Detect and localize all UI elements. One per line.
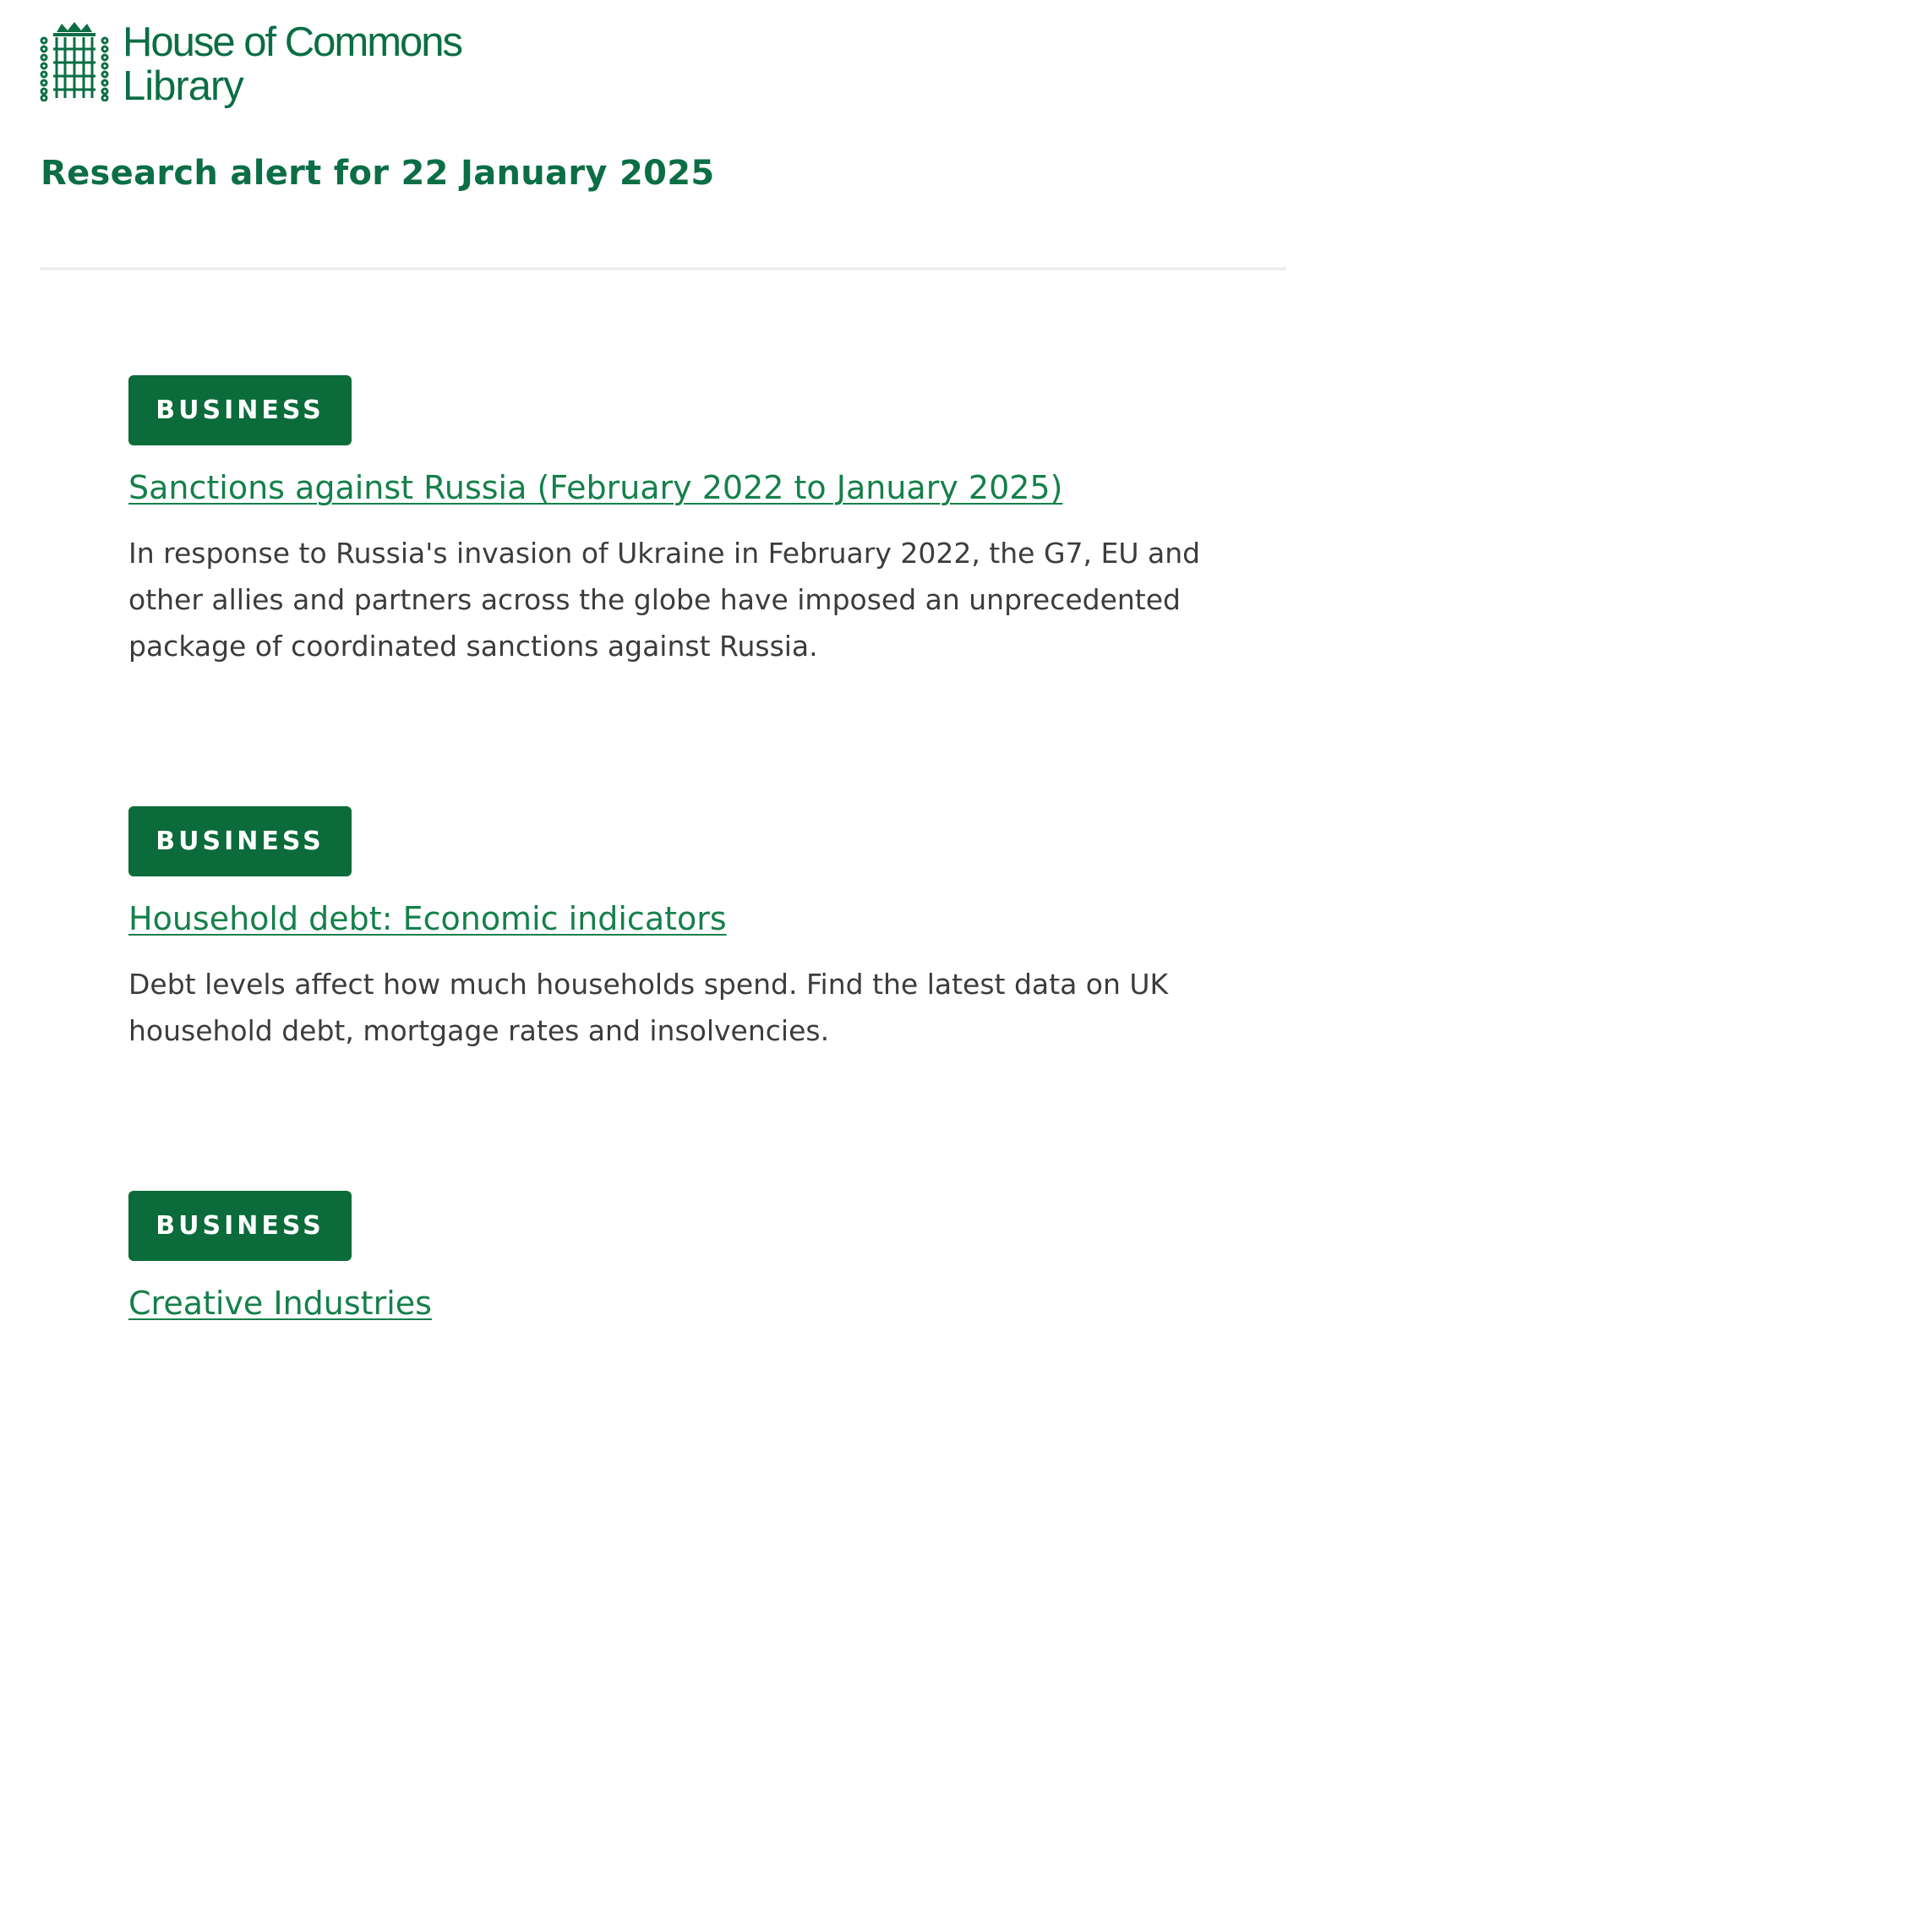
alert-title: Research alert for 22 January 2025 (41, 154, 715, 193)
brand-line-1: House of Commons (123, 19, 462, 65)
portcullis-icon (40, 20, 109, 101)
article-title-link[interactable]: Creative Industries (128, 1285, 432, 1322)
article-description: In response to Russia's invasion of Ukraine in February 2022, the G7, EU and other allies and partners across the globe have imposed an unprecedented package of coordinated sanctions against Russia. (128, 537, 1201, 663)
article-title-link[interactable]: Sanctions against Russia (February 2022 to January 2025) (128, 469, 1063, 506)
article-description: Debt levels affect how much households spend. Find the latest data on UK household debt, mortgage rates and insolvencies. (128, 968, 1169, 1047)
brand-wordmark (123, 19, 461, 107)
article-item (128, 375, 1219, 669)
divider (40, 267, 1286, 270)
category-tag: BUSINESS (128, 375, 352, 445)
category-tag: BUSINESS (128, 806, 352, 876)
article-title-link[interactable]: Household debt: Economic indicators (128, 900, 727, 937)
library-header (40, 19, 461, 107)
brand-line-2: Library (123, 63, 243, 109)
category-tag: BUSINESS (128, 1191, 352, 1261)
article-item (128, 806, 1219, 1054)
article-item (128, 1191, 1219, 1322)
